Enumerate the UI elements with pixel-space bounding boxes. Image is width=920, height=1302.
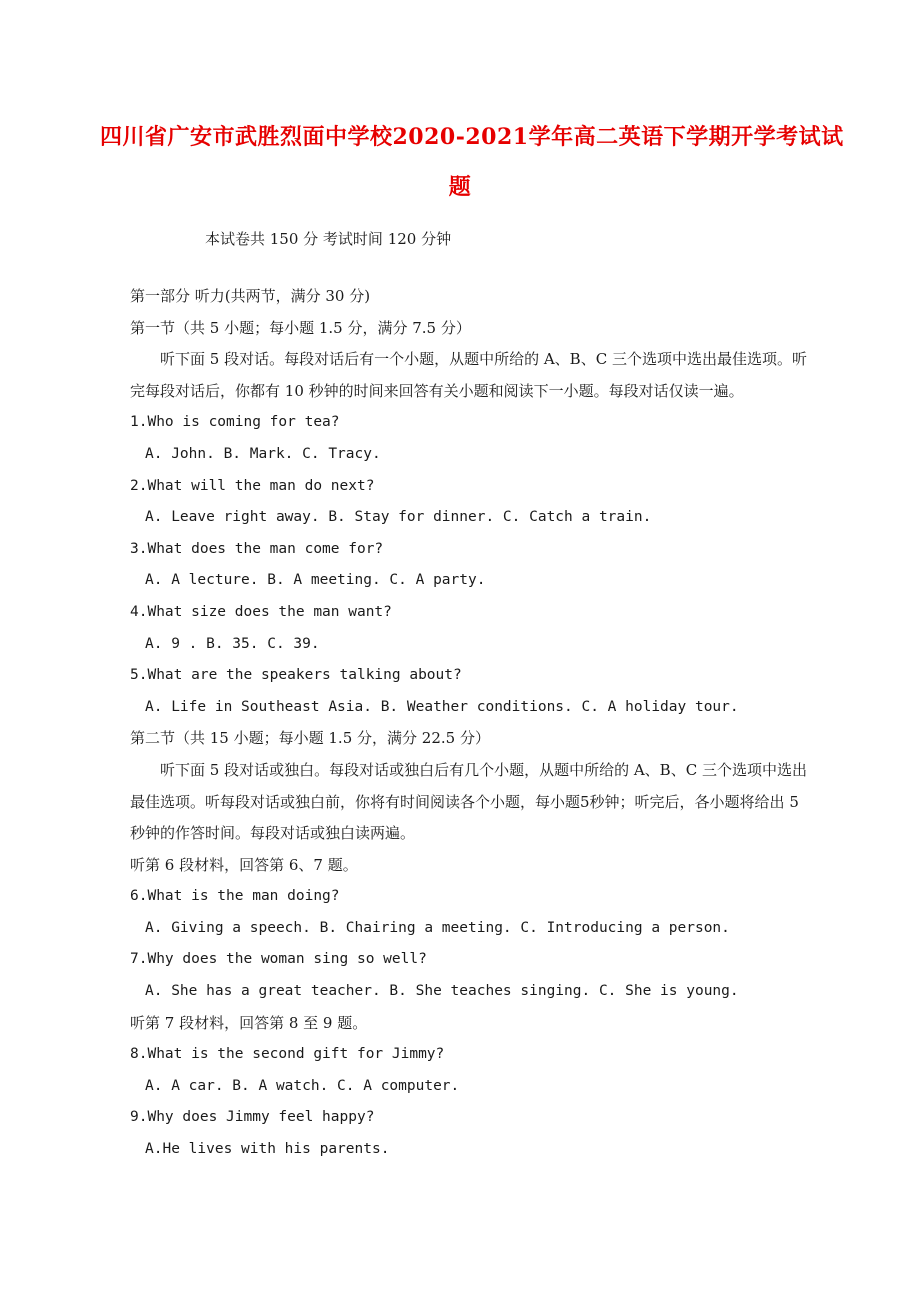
question: 7.Why does the woman sing so well?	[130, 951, 427, 968]
question: 3.What does the man come for?	[130, 540, 384, 557]
question: 2.What will the man do next?	[130, 477, 375, 494]
document-title	[100, 112, 844, 212]
question: 1.Who is coming for tea?	[130, 414, 340, 431]
question: 8.What is the second gift for Jimmy?	[130, 1046, 445, 1063]
question: 5.What are the speakers talking about?	[130, 667, 462, 684]
question-options: A. John. B. Mark. C. Tracy.	[145, 445, 381, 462]
title-line-2: 题	[448, 174, 472, 200]
section-instructions: 听下面 5 段对话。每段对话后有一个小题，从题中所给的 A、B、C 三个选项中选出最佳选项。听完每段对话后，你都有 10 秒钟的时间来回答有关小题和阅读下一小题。每段对话仅读一遍。	[130, 350, 807, 400]
question-options: A. A lecture. B. A meeting. C. A party.	[145, 572, 486, 589]
material-heading: 听第 7 段材料，回答第 8 至 9 题。	[130, 1013, 368, 1032]
question: 9.Why does Jimmy feel happy?	[130, 1109, 375, 1126]
section-heading: 第二节（共 15 小题；每小题 1.5 分，满分 22.5 分）	[130, 729, 490, 748]
section-heading: 第一节（共 5 小题；每小题 1.5 分，满分 7.5 分）	[130, 318, 471, 337]
question-options: A. Giving a speech. B. Chairing a meeting. C. Introducing a person.	[145, 919, 730, 936]
question-options: A. Leave right away. B. Stay for dinner. C. Catch a train.	[145, 509, 652, 526]
question-options: A.He lives with his parents.	[145, 1141, 390, 1158]
title-line-1: 四川省广安市武胜烈面中学校2020-2021学年高二英语下学期开学考试试	[100, 124, 844, 150]
exam-info: 本试卷共 150 分 考试时间 120 分钟	[205, 230, 452, 248]
question: 4.What size does the man want?	[130, 603, 392, 620]
question: 6.What is the man doing?	[130, 888, 340, 905]
question-options: A. Life in Southeast Asia. B. Weather conditions. C. A holiday tour.	[145, 698, 739, 715]
exam-content	[130, 281, 810, 1166]
question-options: A. A car. B. A watch. C. A computer.	[145, 1077, 460, 1094]
question-options: A. She has a great teacher. B. She teaches singing. C. She is young.	[145, 983, 739, 1000]
question-options: A. 9 . B. 35. C. 39.	[145, 635, 320, 652]
section-instructions: 听下面 5 段对话或独白。每段对话或独白后有几个小题，从题中所给的 A、B、C 三个选项中选出最佳选项。听每段对话或独白前，你将有时间阅读各个小题，每小题5秒钟；听完后，各小题将给出 5 秒钟的作答时间。每段对话或独白读两遍。	[130, 760, 807, 843]
material-heading: 听第 6 段材料，回答第 6、7 题。	[130, 855, 358, 874]
part-heading: 第一部分 听力(共两节，满分 30 分)	[130, 287, 371, 305]
